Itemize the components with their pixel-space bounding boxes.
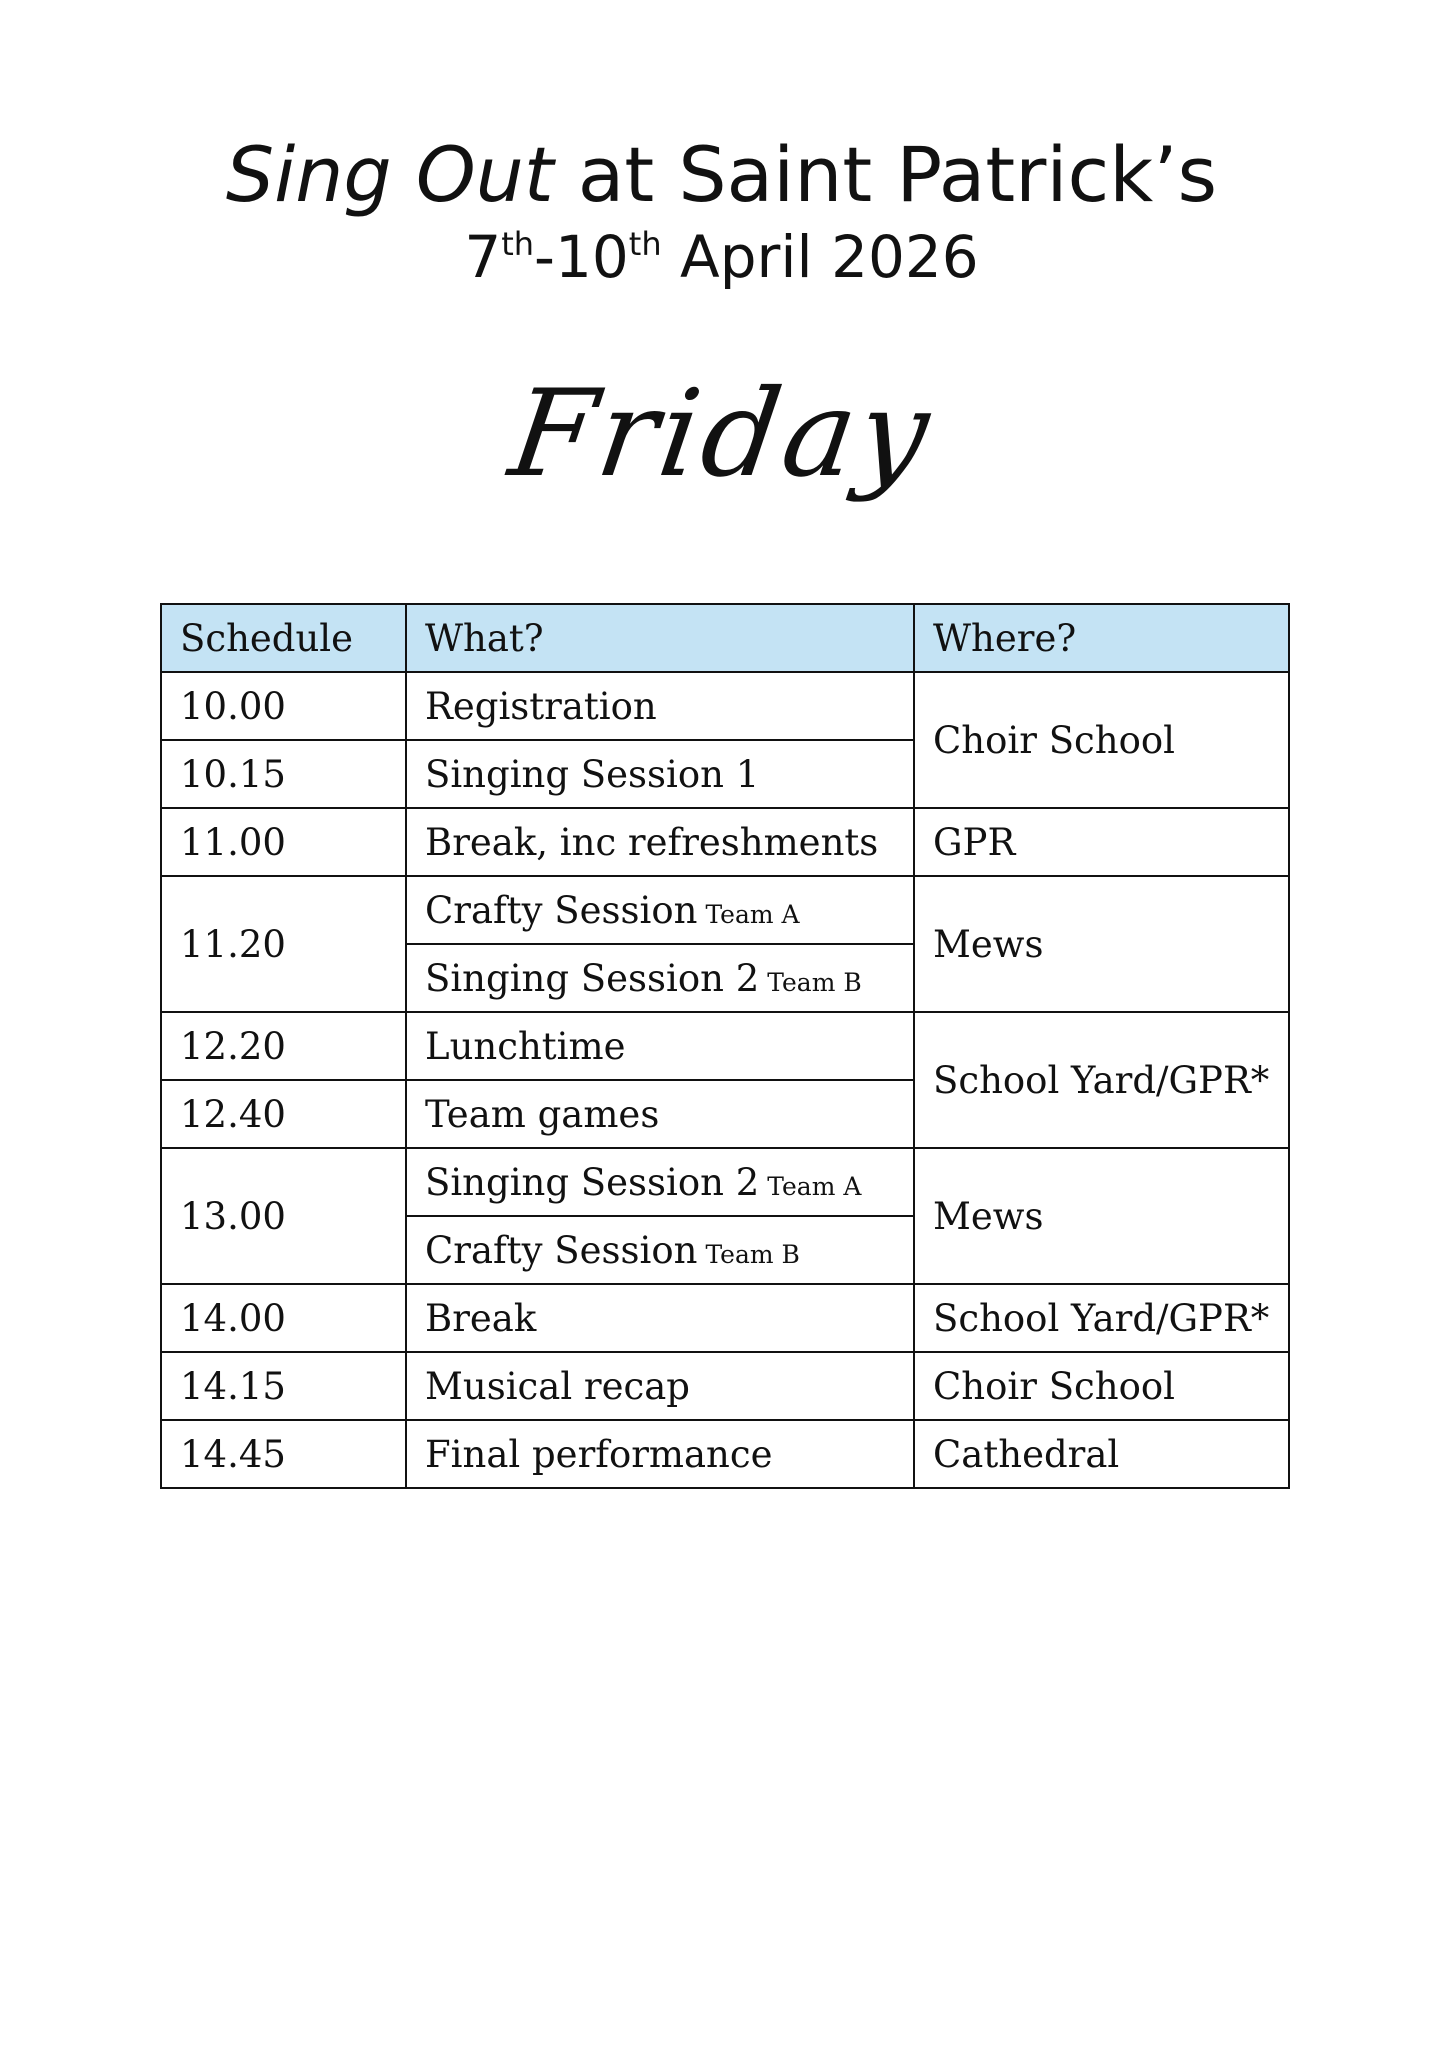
time-cell: 10.00: [161, 672, 406, 740]
page-title: [0, 130, 1443, 220]
table-row: [161, 808, 1289, 876]
time-cell: 14.45: [161, 1420, 406, 1488]
activity-cell: Team games: [406, 1080, 914, 1148]
activity-cell: Musical recap: [406, 1352, 914, 1420]
team-note: Team A: [705, 899, 800, 929]
table-row: [161, 1352, 1289, 1420]
location-cell: Choir School: [914, 672, 1289, 808]
time-cell: 11.20: [161, 876, 406, 1012]
date-separator: -: [534, 223, 555, 291]
activity-label: Singing Session 2: [425, 1160, 760, 1204]
table-row: [161, 1148, 1289, 1216]
table-header-row: [161, 604, 1289, 672]
activity-cell: Final performance: [406, 1420, 914, 1488]
date-end: 10: [554, 223, 629, 291]
time-cell: 14.15: [161, 1352, 406, 1420]
activity-cell: Lunchtime: [406, 1012, 914, 1080]
date-month-year: April 2026: [661, 223, 979, 291]
column-header-what: What?: [406, 604, 914, 672]
time-cell: 13.00: [161, 1148, 406, 1284]
column-header-schedule: Schedule: [161, 604, 406, 672]
time-cell: 11.00: [161, 808, 406, 876]
location-cell: School Yard/GPR*: [914, 1012, 1289, 1148]
event-dates: [0, 222, 1443, 292]
table-row: [161, 1284, 1289, 1352]
title-rest: at Saint Patrick’s: [553, 130, 1218, 219]
team-note: Team B: [705, 1239, 800, 1269]
activity-cell: [406, 944, 914, 1012]
time-cell: 12.40: [161, 1080, 406, 1148]
location-cell: Choir School: [914, 1352, 1289, 1420]
activity-cell: Break, inc refreshments: [406, 808, 914, 876]
time-cell: 14.00: [161, 1284, 406, 1352]
day-heading: Friday: [502, 365, 941, 504]
team-note: Team B: [767, 967, 862, 997]
location-cell: GPR: [914, 808, 1289, 876]
activity-cell: Singing Session 1: [406, 740, 914, 808]
location-cell: School Yard/GPR*: [914, 1284, 1289, 1352]
table-row: [161, 672, 1289, 740]
activity-cell: Registration: [406, 672, 914, 740]
activity-cell: Break: [406, 1284, 914, 1352]
table-row: [161, 1012, 1289, 1080]
date-start-suffix: th: [501, 225, 535, 263]
location-cell: Mews: [914, 876, 1289, 1012]
date-start: 7: [464, 223, 502, 291]
activity-cell: [406, 876, 914, 944]
date-end-suffix: th: [628, 225, 662, 263]
location-cell: Cathedral: [914, 1420, 1289, 1488]
time-cell: 12.20: [161, 1012, 406, 1080]
time-cell: 10.15: [161, 740, 406, 808]
activity-label: Singing Session 2: [425, 956, 760, 1000]
activity-label: Crafty Session: [425, 888, 698, 932]
location-cell: Mews: [914, 1148, 1289, 1284]
table-row: [161, 1420, 1289, 1488]
team-note: Team A: [767, 1171, 862, 1201]
table-row: [161, 876, 1289, 944]
activity-label: Crafty Session: [425, 1228, 698, 1272]
activity-cell: [406, 1148, 914, 1216]
column-header-where: Where?: [914, 604, 1289, 672]
schedule-table: [160, 603, 1290, 1489]
title-italic: Sing Out: [225, 130, 554, 219]
activity-cell: [406, 1216, 914, 1284]
